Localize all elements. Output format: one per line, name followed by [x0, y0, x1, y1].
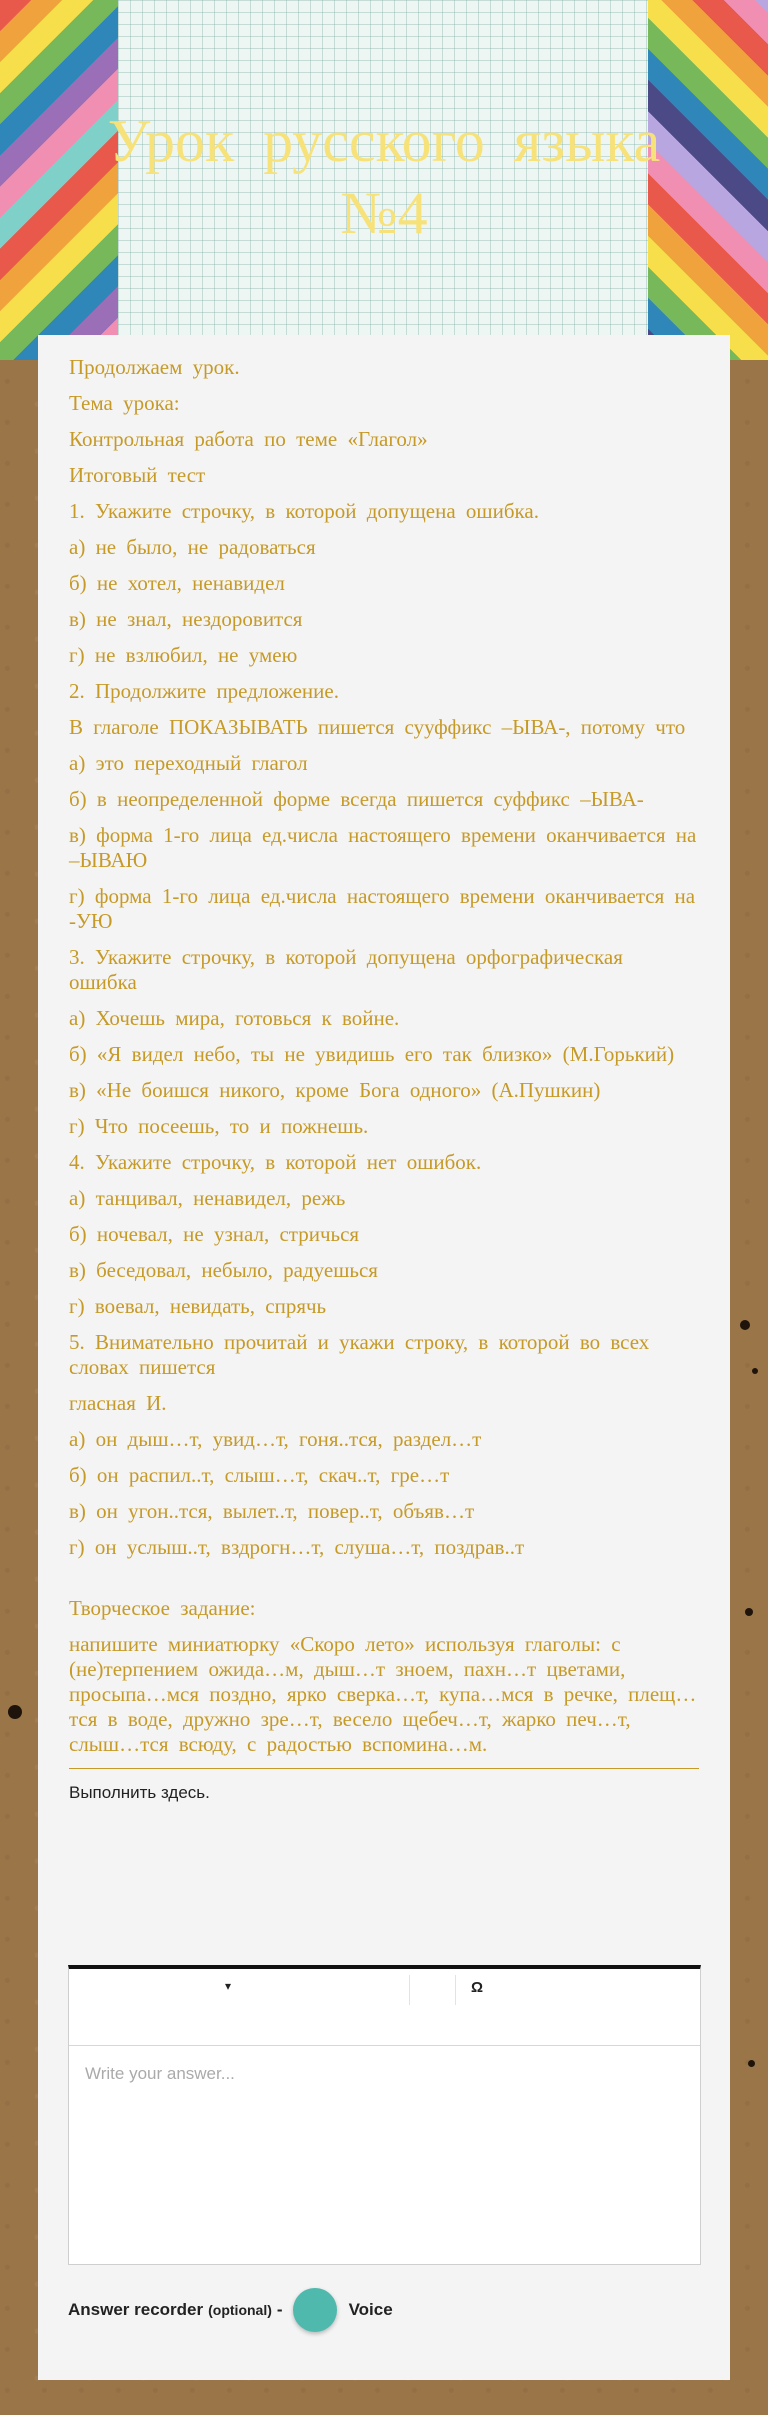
creative-task-title: Творческое задание:: [69, 1596, 256, 1620]
answer-option: в) форма 1-го лица ед.числа настоящего времени оканчивается на –ЫВАЮ: [69, 823, 697, 872]
toolbar-separator: [455, 1975, 456, 2005]
answer-option: г) не взлюбил, не умею: [69, 643, 298, 667]
creative-task-text: напишите миниатюрку «Скоро лето» используя глаголы: с (не)терпением ожида…м, дыш…т зноем, пахн…т цветами, просыпа…мся поздно, ярко сверка…т, купа…мся в речке, плещ…тся в воде, дружно зре…т, весело щебеч…т, жарко печ…т, слыш…тся всюду, с радостью вспомина…м.: [69, 1632, 697, 1756]
voice-label: Voice: [348, 2300, 393, 2319]
question-3: 3. Укажите строчку, в которой допущена орфографическая ошибка: [69, 945, 623, 994]
page-title-line1: Урок русского языка: [107, 108, 661, 174]
paint-splatter: [745, 1608, 753, 1616]
divider: [69, 1768, 699, 1769]
answer-option: в) он угон..тся, вылет..т, повер..т, объяв…т: [69, 1499, 475, 1523]
answer-option: г) воевал, невидать, спрячь: [69, 1294, 327, 1318]
answer-prompt-label: Выполнить здесь.: [69, 1783, 210, 1802]
paint-splatter: [740, 1320, 750, 1330]
lesson-content: [69, 355, 699, 1803]
answer-editor: [68, 1965, 701, 2265]
answer-option: б) «Я видел небо, ты не увидишь его так близко» (М.Горький): [69, 1042, 675, 1066]
answer-option: а) Хочешь мира, готовься к войне.: [69, 1006, 400, 1030]
answer-option: в) не знал, нездоровится: [69, 607, 303, 631]
answer-option: а) это переходный глагол: [69, 751, 308, 775]
answer-recorder-label: Answer recorder: [68, 2300, 204, 2319]
format-dropdown-chevron-down-icon[interactable]: ▾: [225, 1979, 232, 1993]
answer-option: в) «Не боишся никого, кроме Бога одного» (А.Пушкин): [69, 1078, 601, 1102]
answer-option: б) ночевал, не узнал, стричься: [69, 1222, 360, 1246]
answer-option: б) не хотел, ненавидел: [69, 571, 285, 595]
answer-option: г) он услыш..т, вздрогн…т, слуша…т, поздрав..т: [69, 1535, 525, 1559]
lesson-card: [38, 335, 730, 2380]
question-2-stem: В глаголе ПОКАЗЫВАТЬ пишется сууффикс –ЫВА-, потому что: [69, 715, 686, 739]
answer-option: а) он дыш…т, увид…т, гоня..тся, раздел…т: [69, 1427, 482, 1451]
answer-option: г) Что посеешь, то и пожнешь.: [69, 1114, 369, 1138]
lesson-line: Итоговый тест: [69, 463, 206, 487]
lesson-line: Тема урока:: [69, 391, 180, 415]
header-banner: [0, 0, 768, 360]
answer-option: б) он распил..т, слыш…т, скач..т, гре…т: [69, 1463, 450, 1487]
question-5: 5. Внимательно прочитай и укажи строку, в которой во всех словах пишется: [69, 1330, 650, 1379]
paint-splatter: [752, 1368, 758, 1374]
question-4: 4. Укажите строчку, в которой нет ошибок.: [69, 1150, 482, 1174]
page-title-line2: №4: [340, 180, 428, 246]
answer-recorder: [68, 2285, 393, 2335]
paint-splatter: [8, 1705, 22, 1719]
answer-option: б) в неопределенной форме всегда пишется суффикс –ЫВА-: [69, 787, 644, 811]
answer-option: г) форма 1-го лица ед.числа настоящего времени оканчивается на -УЮ: [69, 884, 696, 933]
toolbar-separator: [409, 1975, 410, 2005]
question-2: 2. Продолжите предложение.: [69, 679, 339, 703]
answer-option: в) беседовал, небыло, радуешься: [69, 1258, 378, 1282]
voice-record-button[interactable]: [293, 2288, 337, 2332]
answer-textarea[interactable]: [69, 2046, 700, 2256]
question-5-stem: гласная И.: [69, 1391, 167, 1415]
editor-toolbar: [69, 1969, 700, 2046]
special-character-icon[interactable]: Ω: [471, 1979, 484, 1996]
lesson-line: Продолжаем урок.: [69, 355, 240, 379]
answer-option: а) не было, не радоваться: [69, 535, 316, 559]
paint-splatter: [748, 2060, 755, 2067]
page-title: [90, 105, 678, 249]
answer-option: а) танцивал, ненавидел, режь: [69, 1186, 346, 1210]
answer-recorder-dash: -: [276, 2300, 283, 2319]
lesson-line: Контрольная работа по теме «Глагол»: [69, 427, 428, 451]
answer-recorder-optional: (optional): [208, 2302, 272, 2318]
question-1: 1. Укажите строчку, в которой допущена ошибка.: [69, 499, 539, 523]
